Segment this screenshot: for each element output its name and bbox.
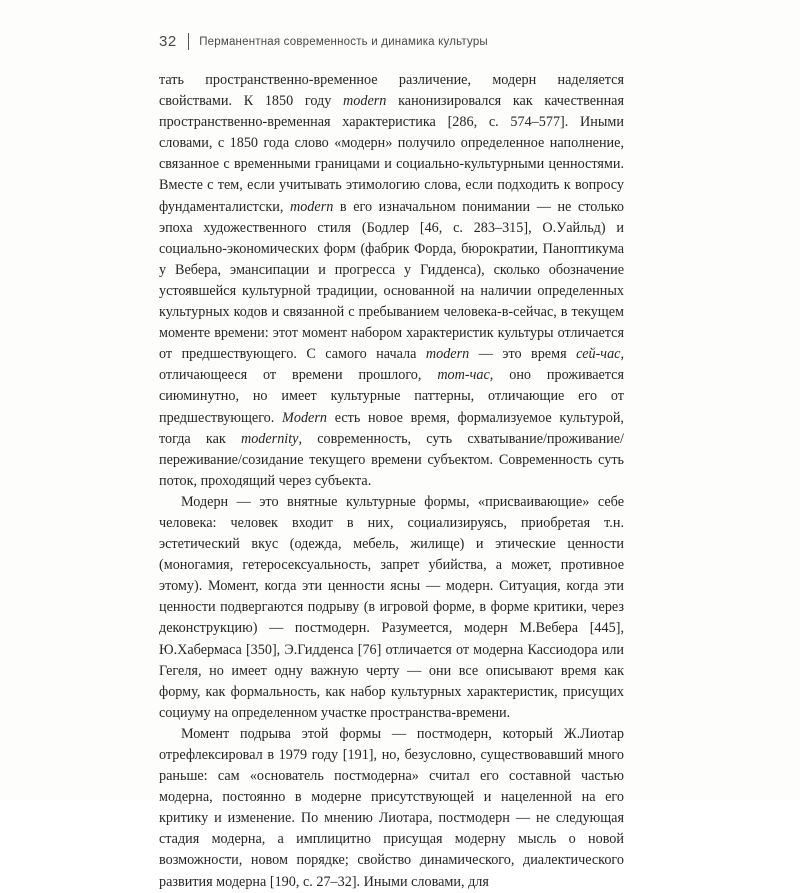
running-title: Перманентная современность и динамика культуры — [199, 35, 488, 48]
text-body — [159, 70, 624, 893]
paragraph-3: Момент подрыва этой формы — постмодерн, который Ж.Лиотар отрефлексировал в 1979 году [191], но, безусловно, существовавший много раньше: сам «основатель постмодерна» считал его составной частью модерна, постоянно в модерне присутствующей и нацеленной на его критику и изменение. По мнению Лиотара, постмодерн — не следующая стадия модерна, а имплицитно присущая модерну мысль о новой возможности, новом порядке; свойство динамического, диалектического развития модерна [190, с. 27–32]. Иными словами, для — [159, 725, 624, 890]
page-number: 32 — [159, 33, 177, 50]
running-head — [159, 33, 488, 50]
paragraph-1: тать пространственно-временное различение, модерн наделяется свойствами. К 1850 году modern канонизировался как качественная пространственно-временная характеристика [286, с. 574–577]. Иными словами, с 1850 года слово «модерн» получило определенное наполнение, связанное с временными границами и социально-культурными ценностями. Вместе с тем, если учитывать этимологию слова, если подходить к вопросу фундаменталистски, modern в его изначальном понимании — не столько эпоха художественного стиля (Бодлер [46, с. 283–315], О.Уайльд) и социально-экономических форм (фабрик Форда, бюрократии, Паноптикума у Вебера, эмансипации и прогресса у Гидденса), сколько обозначение устоявшейся культурной традиции, основанной на наличии определенных культурных кодов и связанной с пребыванием человека-в-сейчас, в текущем моменте времени: этот момент набором характеристик культуры отличается от предшествующего. С самого начала modern — это время сей-час, отличающееся от времени прошлого, тот-час, оно проживается сиюминутно, но имеет культурные паттерны, отличающие его от предшествующего. Modern есть новое время, формализуемое культурой, тогда как modernity, современность, суть схватывание/проживание/переживание/созидание текущего времени субъектом. Современность суть поток, проходящий через субъекта. — [159, 72, 625, 489]
header-separator — [188, 33, 190, 50]
paragraph-2: Модерн — это внятные культурные формы, «присваивающие» себе человека: человек входит в них, социализируясь, приобретая т.н. эстетический вкус (одежда, мебель, жилище) и этические ценности (моногамия, гетеросексуальность, запрет убийства, а может, противное этому). Момент, когда эти ценности ясны — модерн. Ситуация, когда эти ценности подвергаются подрыву (в игровой форме, в форме критики, через деконструкцию) — постмодерн. Разумеется, модерн М.Вебера [445], Ю.Хабермаса [350], Э.Гидденса [76] отличается от модерна Кассиодора или Гегеля, но имеет одну важную черту — они все описывают время как форму, как формальность, как набор культурных характеристик, присущих социуму на определенном участке пространства-времени. — [159, 493, 624, 721]
